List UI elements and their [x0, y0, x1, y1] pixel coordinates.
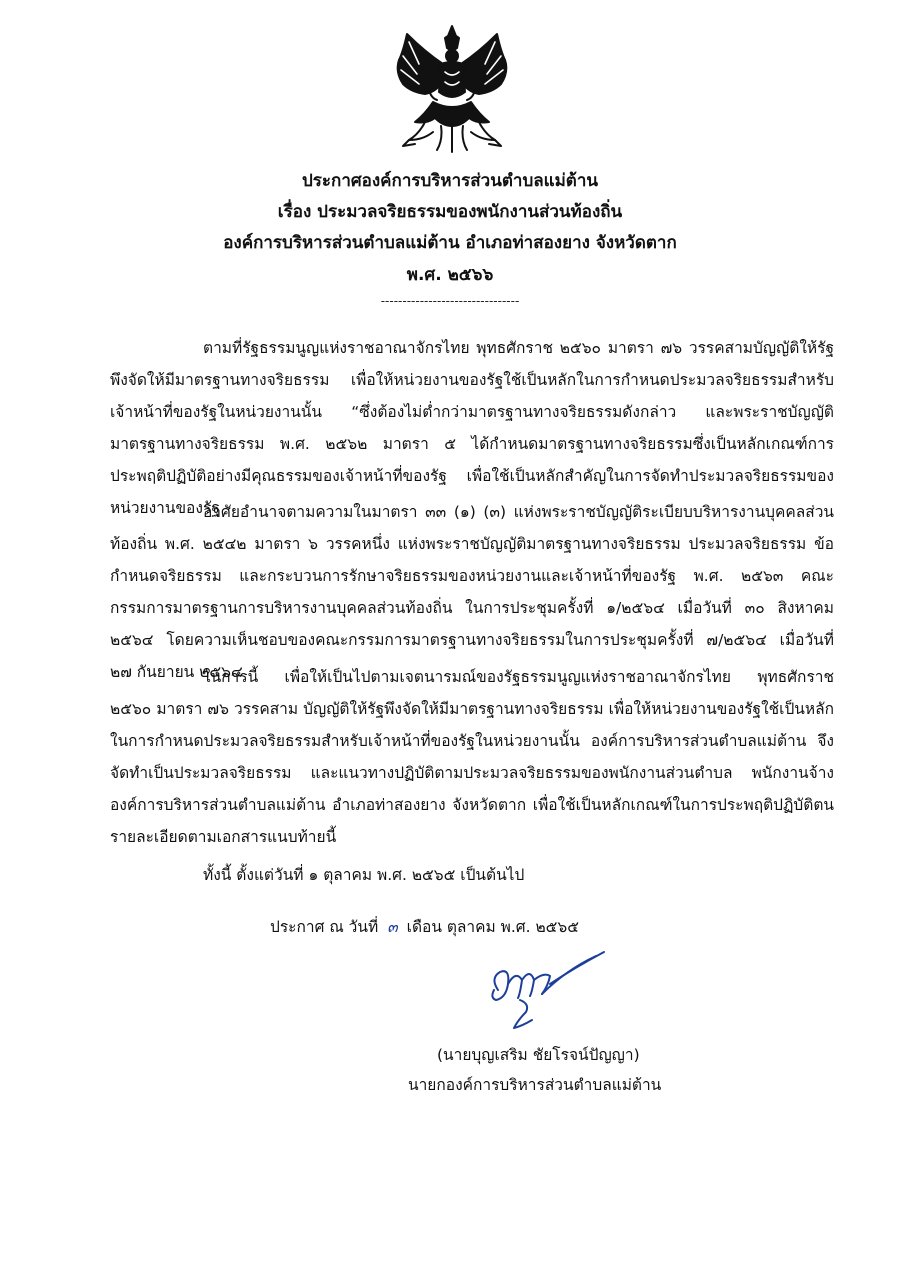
paragraph-purpose: ในการนี้ เพื่อให้เป็นไปตามเจตนารมณ์ของรัฐธรรมนูญแห่งราชอาณาจักรไทย พุทธศักราช ๒๕๖๐ มาตรา ๗๖ วรรคสาม บัญญัติให้รัฐพึงจัดให้มีมาตรฐานทางจริยธรรม เพื่อให้หน่วยงานของรัฐใช้เป็นหลักในการกำหนดประมวลจริยธรรมสำหรับเจ้าหน้าที่ของรัฐในหน่วยงานนั้น องค์การบริหารส่วนตำบลแม่ต้าน จึงจัดทำเป็นประมวลจริยธรรม และแนวทางปฏิบัติตามประมวลจริยธรรมของพนักงานส่วนตำบล พนักงานจ้างองค์การบริหารส่วนตำบลแม่ต้าน อำเภอท่าสองยาง จังหวัดตาก เพื่อใช้เป็นหลักเกณฑ์ในการประพฤติปฏิบัติตน รายละเอียดตามเอกสารแนบท้ายนี้: [110, 668, 834, 846]
document-title: ประกาศองค์การบริหารส่วนตำบลแม่ต้าน: [301, 171, 599, 191]
paragraph-constitution: ตามที่รัฐธรรมนูญแห่งราชอาณาจักรไทย พุทธศักราช ๒๕๖๐ มาตรา ๗๖ วรรคสามบัญญัติให้รัฐพึงจัดให้มีมาตรฐานทางจริยธรรม เพื่อให้หน่วยงานของรัฐใช้เป็นหลักในการกำหนดประมวลจริยธรรมสำหรับเจ้าหน้าที่ของรัฐในหน่วยงานนั้น “ซึ่งต้องไม่ต่ำกว่ามาตรฐานทางจริยธรรมดังกล่าว และพระราชบัญญัติมาตรฐานทางจริยธรรม พ.ศ. ๒๕๖๒ มาตรา ๕ ได้กำหนดมาตรฐานทางจริยธรรมซึ่งเป็นหลักเกณฑ์การประพฤติปฏิบัติอย่างมีคุณธรรมของเจ้าหน้าที่ของรัฐ เพื่อใช้เป็นหลักสำคัญในการจัดทำประมวลจริยธรรมของหน่วยงานของรัฐ: [110, 339, 834, 517]
announcement-day: ๓: [387, 918, 398, 936]
signatory-position: นายกองค์การบริหารส่วนตำบลแม่ต้าน: [408, 1076, 662, 1094]
handwritten-signature: [470, 950, 620, 1040]
document-year: พ.ศ. ๒๕๖๖: [406, 265, 494, 285]
garuda-emblem-icon: [385, 22, 520, 157]
announcement-prefix: ประกาศ ณ วันที่: [270, 918, 379, 936]
document-organization: องค์การบริหารส่วนตำบลแม่ต้าน อำเภอท่าสองยาง จังหวัดตาก: [223, 233, 677, 253]
paragraph-authority: อาศัยอำนาจตามความในมาตรา ๓๓ (๑) (๓) แห่งพระราชบัญญัติระเบียบบริหารงานบุคคลส่วนท้องถิ่น พ.ศ. ๒๕๔๒ มาตรา ๖ วรรคหนึ่ง แห่งพระราชบัญญัติมาตรฐานทางจริยธรรม ประมวลจริยธรรม ข้อกำหนดจริยธรรม และกระบวนการรักษาจริยธรรมของหน่วยงานและเจ้าหน้าที่ของรัฐ พ.ศ. ๒๕๖๓ คณะกรรมการมาตรฐานการบริหารงานบุคคลส่วนท้องถิ่น ในการประชุมครั้งที่ ๑/๒๕๖๔ เมื่อวันที่ ๓๐ สิงหาคม ๒๕๖๔ โดยความเห็นชอบของคณะกรรมการมาตรฐานทางจริยธรรมในการประชุมครั้งที่ ๗/๒๕๖๔ เมื่อวันที่ ๒๗ กันยายน ๒๕๖๔: [110, 503, 834, 681]
effective-date: ทั้งนี้ ตั้งแต่วันที่ ๑ ตุลาคม พ.ศ. ๒๕๖๕ เป็นต้นไป: [203, 866, 525, 884]
signatory-name: (นายบุญเสริม ชัยโรจน์ปัญญา): [437, 1046, 640, 1064]
divider: --------------------------------: [380, 294, 520, 308]
document-subject: เรื่อง ประมวลจริยธรรมของพนักงานส่วนท้องถิ่น: [277, 202, 623, 222]
announcement-date: [270, 911, 579, 943]
announcement-suffix: เดือน ตุลาคม พ.ศ. ๒๕๖๕: [406, 918, 579, 936]
